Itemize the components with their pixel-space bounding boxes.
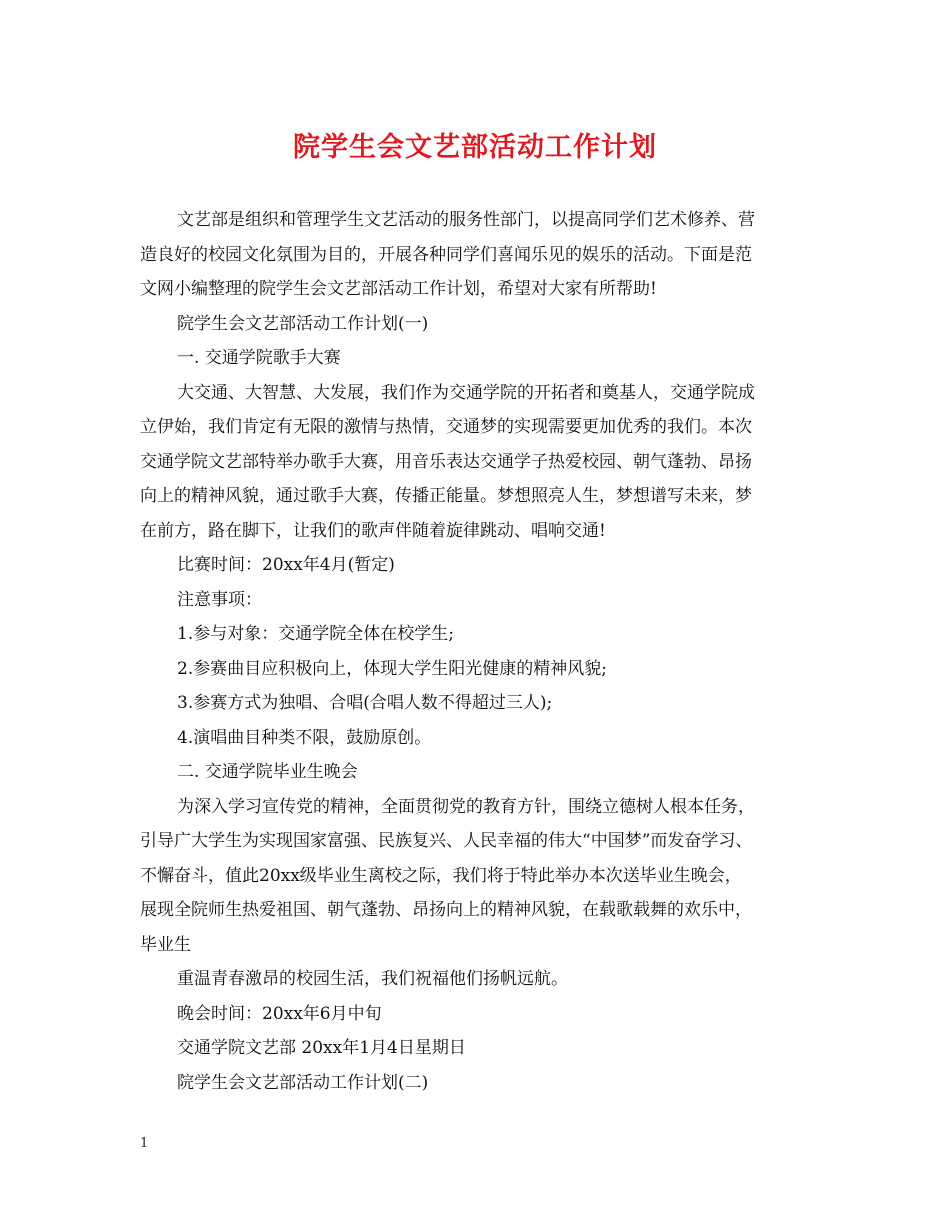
section2-line: 毕业生 [140, 934, 191, 955]
document-title: 院学生会文艺部活动工作计划 [293, 132, 657, 163]
notes-heading: 注意事项： [177, 589, 262, 610]
contest-time: 比赛时间：20xx年4月(暂定) [177, 555, 395, 575]
section1-line: 在前方，路在脚下，让我们的歌声伴随着旋律跳动、唱响交通! [140, 520, 606, 541]
section1-line: 立伊始，我们肯定有无限的激情与热情，交通梦的实现需要更加优秀的我们。本次 [140, 417, 752, 437]
page-number: 1 [140, 1136, 149, 1151]
note-item: 1.参与对象：交通学院全体在校学生; [177, 624, 454, 644]
section1-paragraph [140, 376, 830, 549]
intro-line: 造良好的校园文化氛围为目的，开展各种同学们喜闻乐见的娱乐的活动。下面是范 [140, 244, 752, 265]
intro-line: 文网小编整理的院学生会文艺部活动工作计划，希望对大家有所帮助! [140, 279, 657, 299]
section1-line: 交通学院文艺部特举办歌手大赛，用音乐表达交通学子热爱校园、朝气蓬勃、昂扬 [140, 451, 752, 472]
section2-line: 引导广大学生为实现国家富强、民族复兴、人民幸福的伟大“中国梦”而发奋学习、 [140, 831, 753, 851]
section2-closing: 重温青春激昂的校园生活，我们祝福他们扬帆远航。 [177, 969, 568, 989]
gala-time: 晚会时间：20xx年6月中旬 [177, 1003, 382, 1024]
signature: 交通学院文艺部 20xx年1月4日星期日 [177, 1038, 466, 1058]
plan1-heading: 院学生会文艺部活动工作计划(一) [177, 313, 429, 334]
note-item: 4.演唱曲目种类不限，鼓励原创。 [177, 727, 432, 748]
intro-line: 文艺部是组织和管理学生文艺活动的服务性部门，以提高同学们艺术修养、营 [177, 210, 755, 230]
section2-paragraph [140, 790, 830, 963]
section2-line: 展现全院师生热爱祖国、朝气蓬勃、昂扬向上的精神风貌，在载歌载舞的欢乐中， [140, 900, 752, 920]
note-item: 3.参赛方式为独唱、合唱(合唱人数不得超过三人); [177, 693, 553, 713]
section1-heading: 一. 交通学院歌手大赛 [177, 348, 341, 368]
document-body [140, 203, 830, 1100]
section1-line: 向上的精神风貌，通过歌手大赛，传播正能量。梦想照亮人生，梦想谱写未来，梦 [140, 486, 752, 506]
section2-line: 不懈奋斗，值此20xx级毕业生离校之际，我们将于特此举办本次送毕业生晚会， [140, 865, 742, 886]
plan2-heading: 院学生会文艺部活动工作计划(二) [177, 1072, 429, 1093]
section1-line: 大交通、大智慧、大发展，我们作为交通学院的开拓者和奠基人，交通学院成 [177, 382, 755, 403]
section2-heading: 二. 交通学院毕业生晚会 [177, 762, 358, 782]
section2-line: 为深入学习宣传党的精神，全面贯彻党的教育方针，围绕立德树人根本任务， [177, 796, 755, 817]
note-item: 2.参赛曲目应积极向上，体现大学生阳光健康的精神风貌; [177, 658, 607, 679]
intro-paragraph [140, 203, 830, 307]
